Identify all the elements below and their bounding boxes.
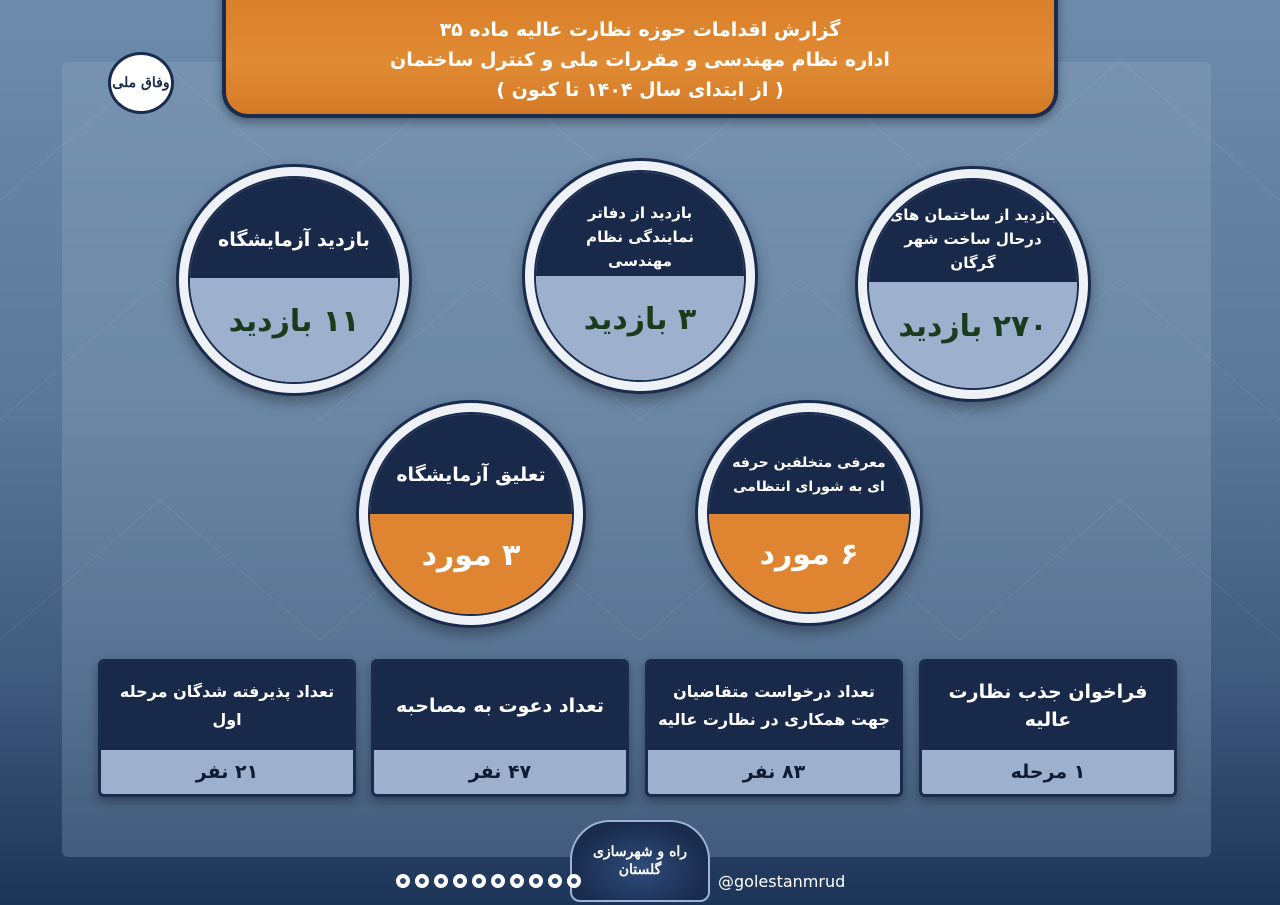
web-icon[interactable] [567, 874, 581, 888]
card-value: ۲۱ نفر [101, 750, 353, 794]
eitaa-icon[interactable] [415, 874, 429, 888]
stat-title: تعلیق آزمایشگاه [370, 414, 572, 514]
stat-value: ۱۱ بازدید [190, 278, 398, 382]
stat-circle-lab-visits [176, 164, 412, 396]
rubika-icon[interactable] [434, 874, 448, 888]
stat-circle-building-visits [855, 166, 1091, 402]
stat-title: معرفی متخلفین حرفه ای به شورای انتظامی [709, 414, 909, 514]
stat-value: ۳ مورد [370, 514, 572, 614]
card-title: فراخوان جذب نظارت عالیه [922, 662, 1174, 750]
stat-card-applicants [645, 659, 903, 797]
stat-card-recruitment-call [919, 659, 1177, 797]
stat-title: بازدید از دفاتر نمایندگی نظام مهندسی [536, 172, 744, 276]
card-title: تعداد درخواست متقاضیان جهت همکاری در نظارت عالیه [648, 662, 900, 750]
soroush-icon[interactable] [529, 874, 543, 888]
stat-card-interview-invites [371, 659, 629, 797]
footer-logo-text: راه و شهرسازی گلستان [592, 844, 688, 878]
aparat-icon[interactable] [510, 874, 524, 888]
stat-circle-office-visits [522, 158, 758, 394]
stat-value: ۶ مورد [709, 514, 909, 612]
vefagh-melli-logo [108, 52, 174, 114]
social-handle[interactable]: @golestanmrud [718, 872, 846, 891]
telegram-icon[interactable] [491, 874, 505, 888]
bale-icon[interactable] [396, 874, 410, 888]
stat-circle-lab-suspension [356, 400, 586, 628]
social-icons [396, 874, 581, 888]
igap-icon[interactable] [548, 874, 562, 888]
header-line-1: گزارش اقدامات حوزه نظارت عالیه ماده ۳۵ [439, 19, 841, 41]
instagram-icon[interactable] [453, 874, 467, 888]
report-header [222, 0, 1058, 118]
stat-circle-violators [695, 400, 923, 626]
stat-title: بازدید آزمایشگاه [190, 178, 398, 278]
logo-text: وفاق ملی [112, 75, 170, 91]
header-line-2: اداره نظام مهندسی و مقررات ملی و کنترل ساختمان [390, 49, 890, 71]
x-icon[interactable] [472, 874, 486, 888]
stat-value: ۳ بازدید [536, 276, 744, 380]
header-line-3: ( از ابتدای سال ۱۴۰۴ تا کنون ) [496, 79, 784, 101]
stat-title: بازدید از ساختمان های درحال ساخت شهر گرگان [869, 180, 1077, 282]
stat-value: ۲۷۰ بازدید [869, 282, 1077, 388]
card-title: تعداد دعوت به مصاحبه [374, 662, 626, 750]
golestan-roads-logo [570, 820, 710, 902]
card-value: ۱ مرحله [922, 750, 1174, 794]
card-value: ۴۷ نفر [374, 750, 626, 794]
stat-card-accepted [98, 659, 356, 797]
card-title: تعداد پذیرفته شدگان مرحله اول [101, 662, 353, 750]
card-value: ۸۳ نفر [648, 750, 900, 794]
